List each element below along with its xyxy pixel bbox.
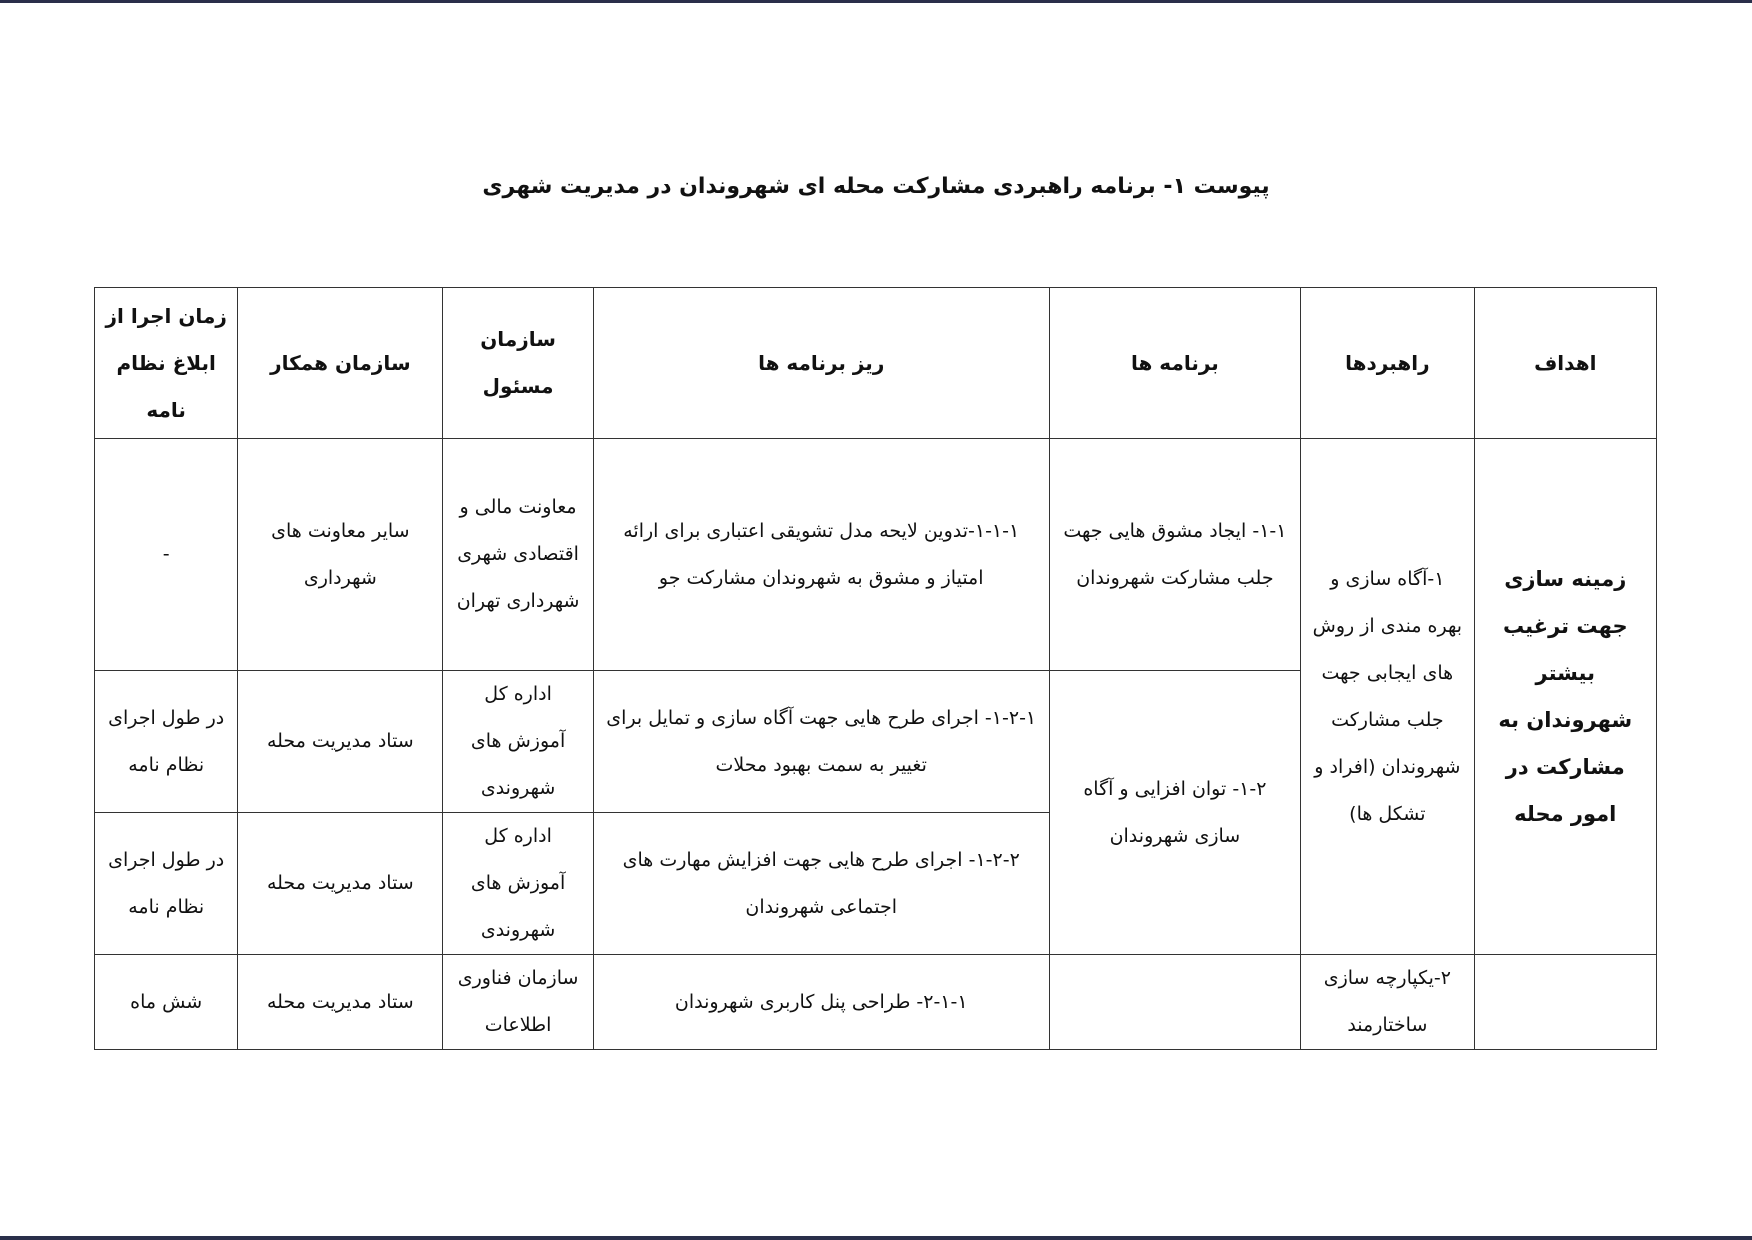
responsible-cell: اداره کل آموزش های شهروندی [443, 671, 593, 813]
table-row [95, 955, 1657, 1050]
timing-cell: شش ماه [95, 955, 238, 1050]
header-responsible: سازمان مسئول [443, 288, 593, 439]
scan-bottom-border [0, 1236, 1752, 1240]
strategy-cell: ۱-آگاه سازی و بهره مندی از روش های ایجابی جهت جلب مشارکت شهروندان (افراد و تشکل ها) [1301, 439, 1474, 955]
responsible-cell: سازمان فناوری اطلاعات [443, 955, 593, 1050]
strategy-cell: ۲-یکپارچه سازی ساختارمند [1301, 955, 1474, 1050]
goal-cell: زمینه سازی جهت ترغیب بیشتر شهروندان به مشارکت در امور محله [1474, 439, 1656, 955]
header-subprograms: ریز برنامه ها [593, 288, 1049, 439]
program-cell [1049, 955, 1301, 1050]
header-goals: اهداف [1474, 288, 1656, 439]
table-row [95, 439, 1657, 671]
program-cell: ۱-۱- ایجاد مشوق هایی جهت جلب مشارکت شهروندان [1049, 439, 1301, 671]
partner-cell: ستاد مدیریت محله [238, 955, 443, 1050]
page-title: پیوست ۱- برنامه راهبردی مشارکت محله ای شهروندان در مدیریت شهری [482, 174, 1270, 199]
responsible-cell: معاونت مالی و اقتصادی شهری شهرداری تهران [443, 439, 593, 671]
subprogram-cell: ۱-۲-۱- اجرای طرح هایی جهت آگاه سازی و تمایل برای تغییر به سمت بهبود محلات [593, 671, 1049, 813]
header-strategies: راهبردها [1301, 288, 1474, 439]
responsible-cell: اداره کل آموزش های شهروندی [443, 813, 593, 955]
table-header-row [95, 288, 1657, 439]
scan-top-border [0, 0, 1752, 3]
timing-cell: - [95, 439, 238, 671]
timing-cell: در طول اجرای نظام نامه [95, 671, 238, 813]
subprogram-cell: ۲-۱-۱- طراحی پنل کاربری شهروندان [593, 955, 1049, 1050]
subprogram-cell: ۱-۲-۲- اجرای طرح هایی جهت افزایش مهارت های اجتماعی شهروندان [593, 813, 1049, 955]
header-timing: زمان اجرا از ابلاغ نظام نامه [95, 288, 238, 439]
program-cell: ۱-۲- توان افزایی و آگاه سازی شهروندان [1049, 671, 1301, 955]
partner-cell: ستاد مدیریت محله [238, 813, 443, 955]
strategic-program-table [94, 287, 1657, 1050]
subprogram-cell: ۱-۱-۱-تدوین لایحه مدل تشویقی اعتباری برای ارائه امتیاز و مشوق به شهروندان مشارکت جو [593, 439, 1049, 671]
timing-cell: در طول اجرای نظام نامه [95, 813, 238, 955]
header-programs: برنامه ها [1049, 288, 1301, 439]
header-partner: سازمان همکار [238, 288, 443, 439]
goal-cell [1474, 955, 1656, 1050]
partner-cell: ستاد مدیریت محله [238, 671, 443, 813]
partner-cell: سایر معاونت های شهرداری [238, 439, 443, 671]
